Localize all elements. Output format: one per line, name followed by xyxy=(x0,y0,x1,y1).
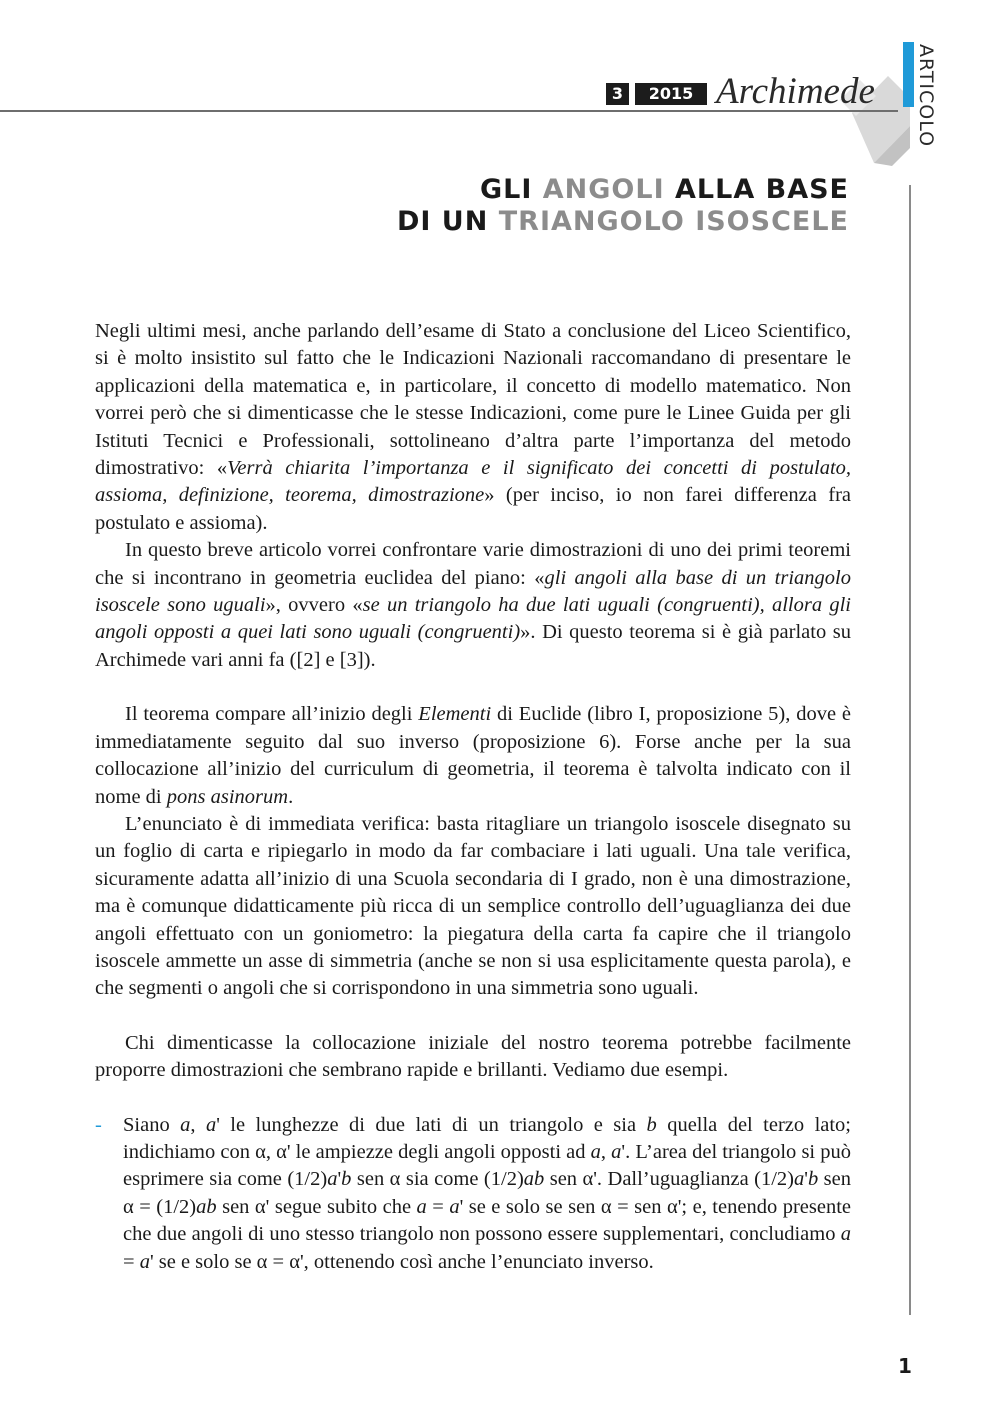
text-run: sen α'. Dall’uguaglianza (1/2) xyxy=(544,1168,794,1191)
italic-text: gli angoli alla base di un triangolo isoscele sono uguali xyxy=(95,566,851,617)
italic-text: a xyxy=(180,1113,191,1136)
title-line-1 xyxy=(397,174,849,206)
italic-text: Elementi xyxy=(418,703,492,726)
bullet-dash: - xyxy=(95,1113,102,1136)
text-run: di Euclide (libro I, proposizione 5), dove è immediatamente seguito dal suo inverso (proposizione 6). Forse anche per la sua collocazione all’inizio del curriculum di geometria, il teorema è talvolta indicato con il nome di xyxy=(95,703,851,808)
page-number: 1 xyxy=(898,1354,912,1378)
text-run: , xyxy=(190,1113,206,1136)
italic-text: a xyxy=(793,1168,805,1191)
italic-text: a xyxy=(327,1168,338,1191)
italic-text: se un triangolo ha due lati uguali (congruenti), allora gli angoli opposti a quei lati sono uguali (congruenti) xyxy=(95,594,851,644)
paragraph xyxy=(95,318,851,537)
italic-text: b xyxy=(341,1168,352,1191)
italic-text: ab xyxy=(523,1168,545,1191)
text-run: ». Di questo teorema si è già parlato su Archimede vari anni fa ([2] e [3]). xyxy=(95,621,852,671)
title-segment: ANGOLI xyxy=(542,174,665,205)
text-run: », ovvero « xyxy=(265,594,363,617)
text-run: quella del terzo lato; indichiamo con α, α' le ampiezze degli angoli opposti ad xyxy=(123,1113,852,1163)
text-run: L’enunciato è di immediata verifica: basta ritagliare un triangolo isoscele disegnato su un foglio di carta e ripiegarlo in modo da far combaciare i lati uguali. Una tale verifica, sicuramente adatta all’inizio di una Scuola secondaria di I grado, non è una dimostrazione, ma è comunque didatticamente più ricca di un semplice controllo dell’uguaglianza dei due angoli effettuato con un goniometro: la piegatura della carta fa capire che il triangolo isoscele ammette un asse di simmetria (anche se non si usa esplicitamente questa parola), e che segmenti o angoli che si corrispondono in una simmetria sono uguali. xyxy=(95,812,851,1000)
text-run: , xyxy=(600,1140,612,1163)
italic-text: ab xyxy=(196,1195,217,1218)
text-run: Negli ultimi mesi, anche parlando dell’esame di Stato a conclusione del Liceo Scientifico, si è molto insistito sul fatto che le Indicazioni Nazionali raccomandano di presentare le applicazioni della matematica e, in particolare, il concetto di modello matematico. Non vorrei però che si dimenticasse che le stesse Indicazioni, come pure le Linee Guida per gli Istituti Tecnici e Professionali, sottolineano d’altra parte l’importanza del metodo dimostrativo: « xyxy=(95,320,851,480)
italic-text: a xyxy=(449,1195,460,1218)
text-run: ' se e solo se α = α', ottenendo così anche l’enunciato inverso. xyxy=(149,1250,654,1273)
text-run: ' xyxy=(804,1168,808,1191)
italic-text: a xyxy=(590,1140,601,1163)
text-run: ' xyxy=(337,1168,342,1191)
text-run: ' le lunghezze di due lati di un triangolo e sia xyxy=(216,1113,647,1136)
text-run: Chi dimenticasse la collocazione iniziale del nostro teorema potrebbe facilmente proporre dimostrazioni che sembrano rapide e brillanti. Vediamo due esempi. xyxy=(95,1031,851,1082)
italic-text: a xyxy=(416,1195,427,1218)
text-run: Il teorema compare all’inizio degli xyxy=(125,703,419,726)
text-run: '. L’area del triangolo si può esprimere sia come (1/2) xyxy=(123,1140,852,1191)
text-run: = xyxy=(123,1250,140,1273)
article-body xyxy=(95,318,851,1276)
italic-text: a xyxy=(205,1113,217,1136)
text-run: . xyxy=(288,785,294,808)
text-run: sen α sia come (1/2) xyxy=(351,1168,524,1191)
text-run: Siano xyxy=(123,1113,181,1136)
italic-text: b xyxy=(646,1113,657,1136)
paragraph xyxy=(95,1030,851,1085)
paragraph xyxy=(95,537,851,674)
title-segment: GLI xyxy=(479,174,543,205)
title-segment: TRIANGOLO ISOSCELE xyxy=(498,206,849,237)
section-label: ARTICOLO xyxy=(915,44,937,148)
italic-text: a xyxy=(611,1140,622,1163)
italic-text: pons asinorum xyxy=(166,785,289,808)
paragraph xyxy=(95,811,851,1003)
bullet-paragraph xyxy=(95,1112,851,1276)
text-run: sen α = (1/2) xyxy=(123,1168,851,1218)
italic-text: Verrà chiarita l’importanza e il significato dei concetti di postulato, assioma, definizione, teorema, dimostrazione xyxy=(95,457,852,507)
italic-text: b xyxy=(807,1168,819,1191)
text-run: In questo breve articolo vorrei confrontare varie dimostrazioni di uno dei primi teoremi che si incontrano in geometria euclidea del piano: « xyxy=(95,539,851,589)
issue-number: 3 xyxy=(606,83,629,105)
text-run: » (per inciso, io non farei differenza fra postulato e assioma). xyxy=(95,484,851,534)
paragraph-gap xyxy=(95,1003,851,1030)
margin-rule xyxy=(909,185,911,1315)
text-run: = xyxy=(426,1195,450,1218)
italic-text: a xyxy=(840,1223,851,1246)
italic-text: a xyxy=(139,1250,150,1273)
issue-year: 2015 xyxy=(635,83,707,105)
title-line-2 xyxy=(397,206,849,238)
text-run: sen α' segue subito che xyxy=(216,1195,417,1218)
article-title xyxy=(397,174,849,238)
paragraph xyxy=(95,701,851,811)
journal-name: Archimede xyxy=(716,71,875,112)
paragraph-gap xyxy=(95,674,851,701)
title-segment: DI UN xyxy=(396,206,499,237)
title-segment: ALLA BASE xyxy=(664,174,849,205)
paragraph-gap xyxy=(95,1085,851,1112)
text-run: ' se e solo se sen α = sen α'; e, tenendo presente che due angoli di uno stesso triangolo non possono essere supplementari, concludiamo xyxy=(123,1195,851,1246)
